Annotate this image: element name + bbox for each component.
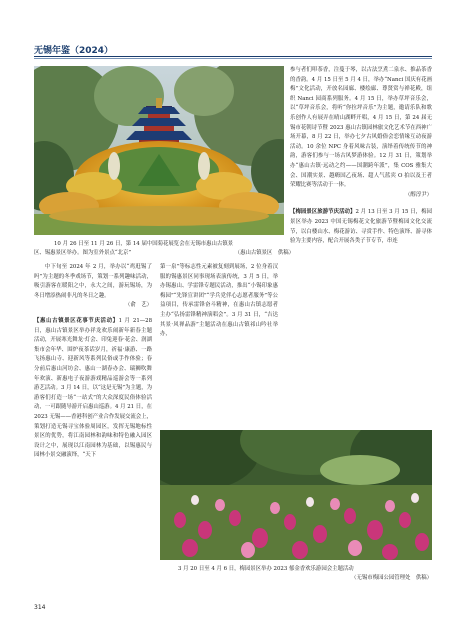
col2-paragraph-1: 第一泉”等标志性元素被复刻到展场，2 位身着汉服的锡惠景区同事现场表演传统，3 月 5 日，举办锡惠山、学雷锋专题民活动，推出“小锡印象惠梅园”“先锋宣讲团”“学兵党伴心志愿者服务”等公益项目，传承雷锋奋斗精神，在惠山古镇志愿者主办“弘扬雷锋精神演唱会”。3 月 31 日，“吉达其景·风禅品游”主题活动在惠山古镇祁山吟社举办， bbox=[160, 264, 278, 338]
tulip-garden-photo bbox=[160, 430, 432, 560]
tulip-garden-illustration bbox=[160, 430, 432, 560]
text-column-3 bbox=[290, 66, 432, 247]
photo1-caption-line2-wrap bbox=[34, 249, 294, 258]
photo1-caption-line2: 区、锡惠景区举办。图为室外景点“北京” bbox=[34, 250, 132, 256]
header-rule-thin bbox=[34, 58, 432, 59]
yearbook-header-title: 无锡年鉴（2024） bbox=[34, 46, 114, 56]
chrysanthemum-pagoda-photo bbox=[34, 66, 284, 235]
text-column-2 bbox=[160, 263, 278, 340]
photo1-caption-credit: （惠山古镇景区 供稿） bbox=[234, 250, 294, 256]
photo2-caption-line1: 3 月 20 日至 4 月 6 日，梅园景区举办 2023 郁金香欢乐游园会主题活动 bbox=[178, 566, 354, 572]
col1-section-heading: 【惠山古镇景区花事节庆活动】 bbox=[34, 317, 119, 324]
photo1-caption-line1: 10 月 26 日至 11 月 26 日，第 14 届中国菊花展览会在无锡市惠山古镇景 bbox=[54, 241, 234, 247]
chrysanthemum-pagoda-illustration bbox=[34, 66, 284, 235]
photo2-caption-credit: （无锡市梅园公园管理处 供稿） bbox=[351, 575, 432, 581]
col3-paragraph-1: 参与者们叩茶香，注蔓于琴，以古法烹煮二泉水、推品茶香的香韵。4 月 15 日至 5 月 4 日，举办“Nanci 国庆有花画梅”文化活动，开放名园廊、楼绘廊、尊贤赏与禅花殿，组织 Nanci 园商系列服务。4 月 15 日，举办草坪音乐会，以“草坪音乐会，将听“你拉坪音乐”为主题，邀请乐队和歌乐创作人有展弄在晴山湖畔开唱，4 月 15 日，第 24 届无锡市花朝诗节暨 2023 惠山古镇园林旅文化艺术节在西神广场开幕，8 月 22 日，举办七夕古风婚俗会恋情缘互动夜游活动。10 余位 NPC 身着风味古装，演绎着传统传节的神韵，游客们参与一场古风梦游体验。12 月 31 日，策划举办“惠山古镇·远动之约——国潮跨年派”，集 COS 雅集大会、国潮实景、越嗨国乙夜场、超人气蓝宾 O 拍以及王者荣耀比赛等活动于一体。 bbox=[290, 67, 432, 189]
col1-paragraph-2: 1 月 21—28 日，惠山古镇景区举办祥龙欢乐闹新年新春主题活动，开展寒光舞龙·灯会、印兔迎春·花会、润湖集市会年华、围炉夜茶话岁月，祈福·康游、一路飞扬惠山寺、迎新风等系列民俗或手作体验；春分前后惠山河坊会、惠山一湖春办会、瑞狮吹舞年欢演、新惠电子夜游游戏精品巡游会等一系列游艺活动。3 月 14 日，以“这是无锡”为主题，为游客们打造一场“一站式”的大众深度民俗体验活动，一可跟随导游开启惠山巡游。4 月 21 日，在 2023 无锡——香港科创产业合作发展交流会上，策划打造无锡寻宝体验周园区，发挥无锡地标性景区的优势，将江南园林和韵味和特色融入园区设计之中，展现以江南园林为基础，以锡惠民与园林小景交融演绎，“天下 bbox=[34, 317, 152, 459]
header-rule bbox=[34, 56, 432, 57]
col1-section-2 bbox=[34, 317, 152, 461]
text-column-1 bbox=[34, 263, 152, 461]
col1-paragraph-1: 中下旬至 2024 年 2 月，举办以“鸡逛锡了吗”为主题的冬季戏场节，策划一系列趣味活动，吸引游客在暖阳之中，永大之间，游玩锡场，为冬日增添热闹非凡的冬日之趣。 bbox=[34, 264, 152, 299]
photo2-caption bbox=[178, 565, 432, 583]
col3-paragraph-2: 2 月 13 日至 3 月 15 日，梅园景区举办 2023 中国无锡梅花文化旅游节暨梅园文化交流节，以白楼山水、梅花游访、寻赏手作、特色演绎、游寻体验为主要内容，配合开展各类子节专节，串连 bbox=[290, 209, 432, 245]
page-number: 314 bbox=[34, 604, 46, 611]
col3-section-2 bbox=[290, 208, 432, 246]
col3-section-heading: 【梅园景区旅游节庆活动】 bbox=[290, 209, 356, 216]
col1-signature-1: （俞 艺） bbox=[125, 302, 152, 309]
col3-signature-1: （醇淳尹） bbox=[405, 191, 432, 198]
photo1-caption bbox=[34, 240, 294, 258]
